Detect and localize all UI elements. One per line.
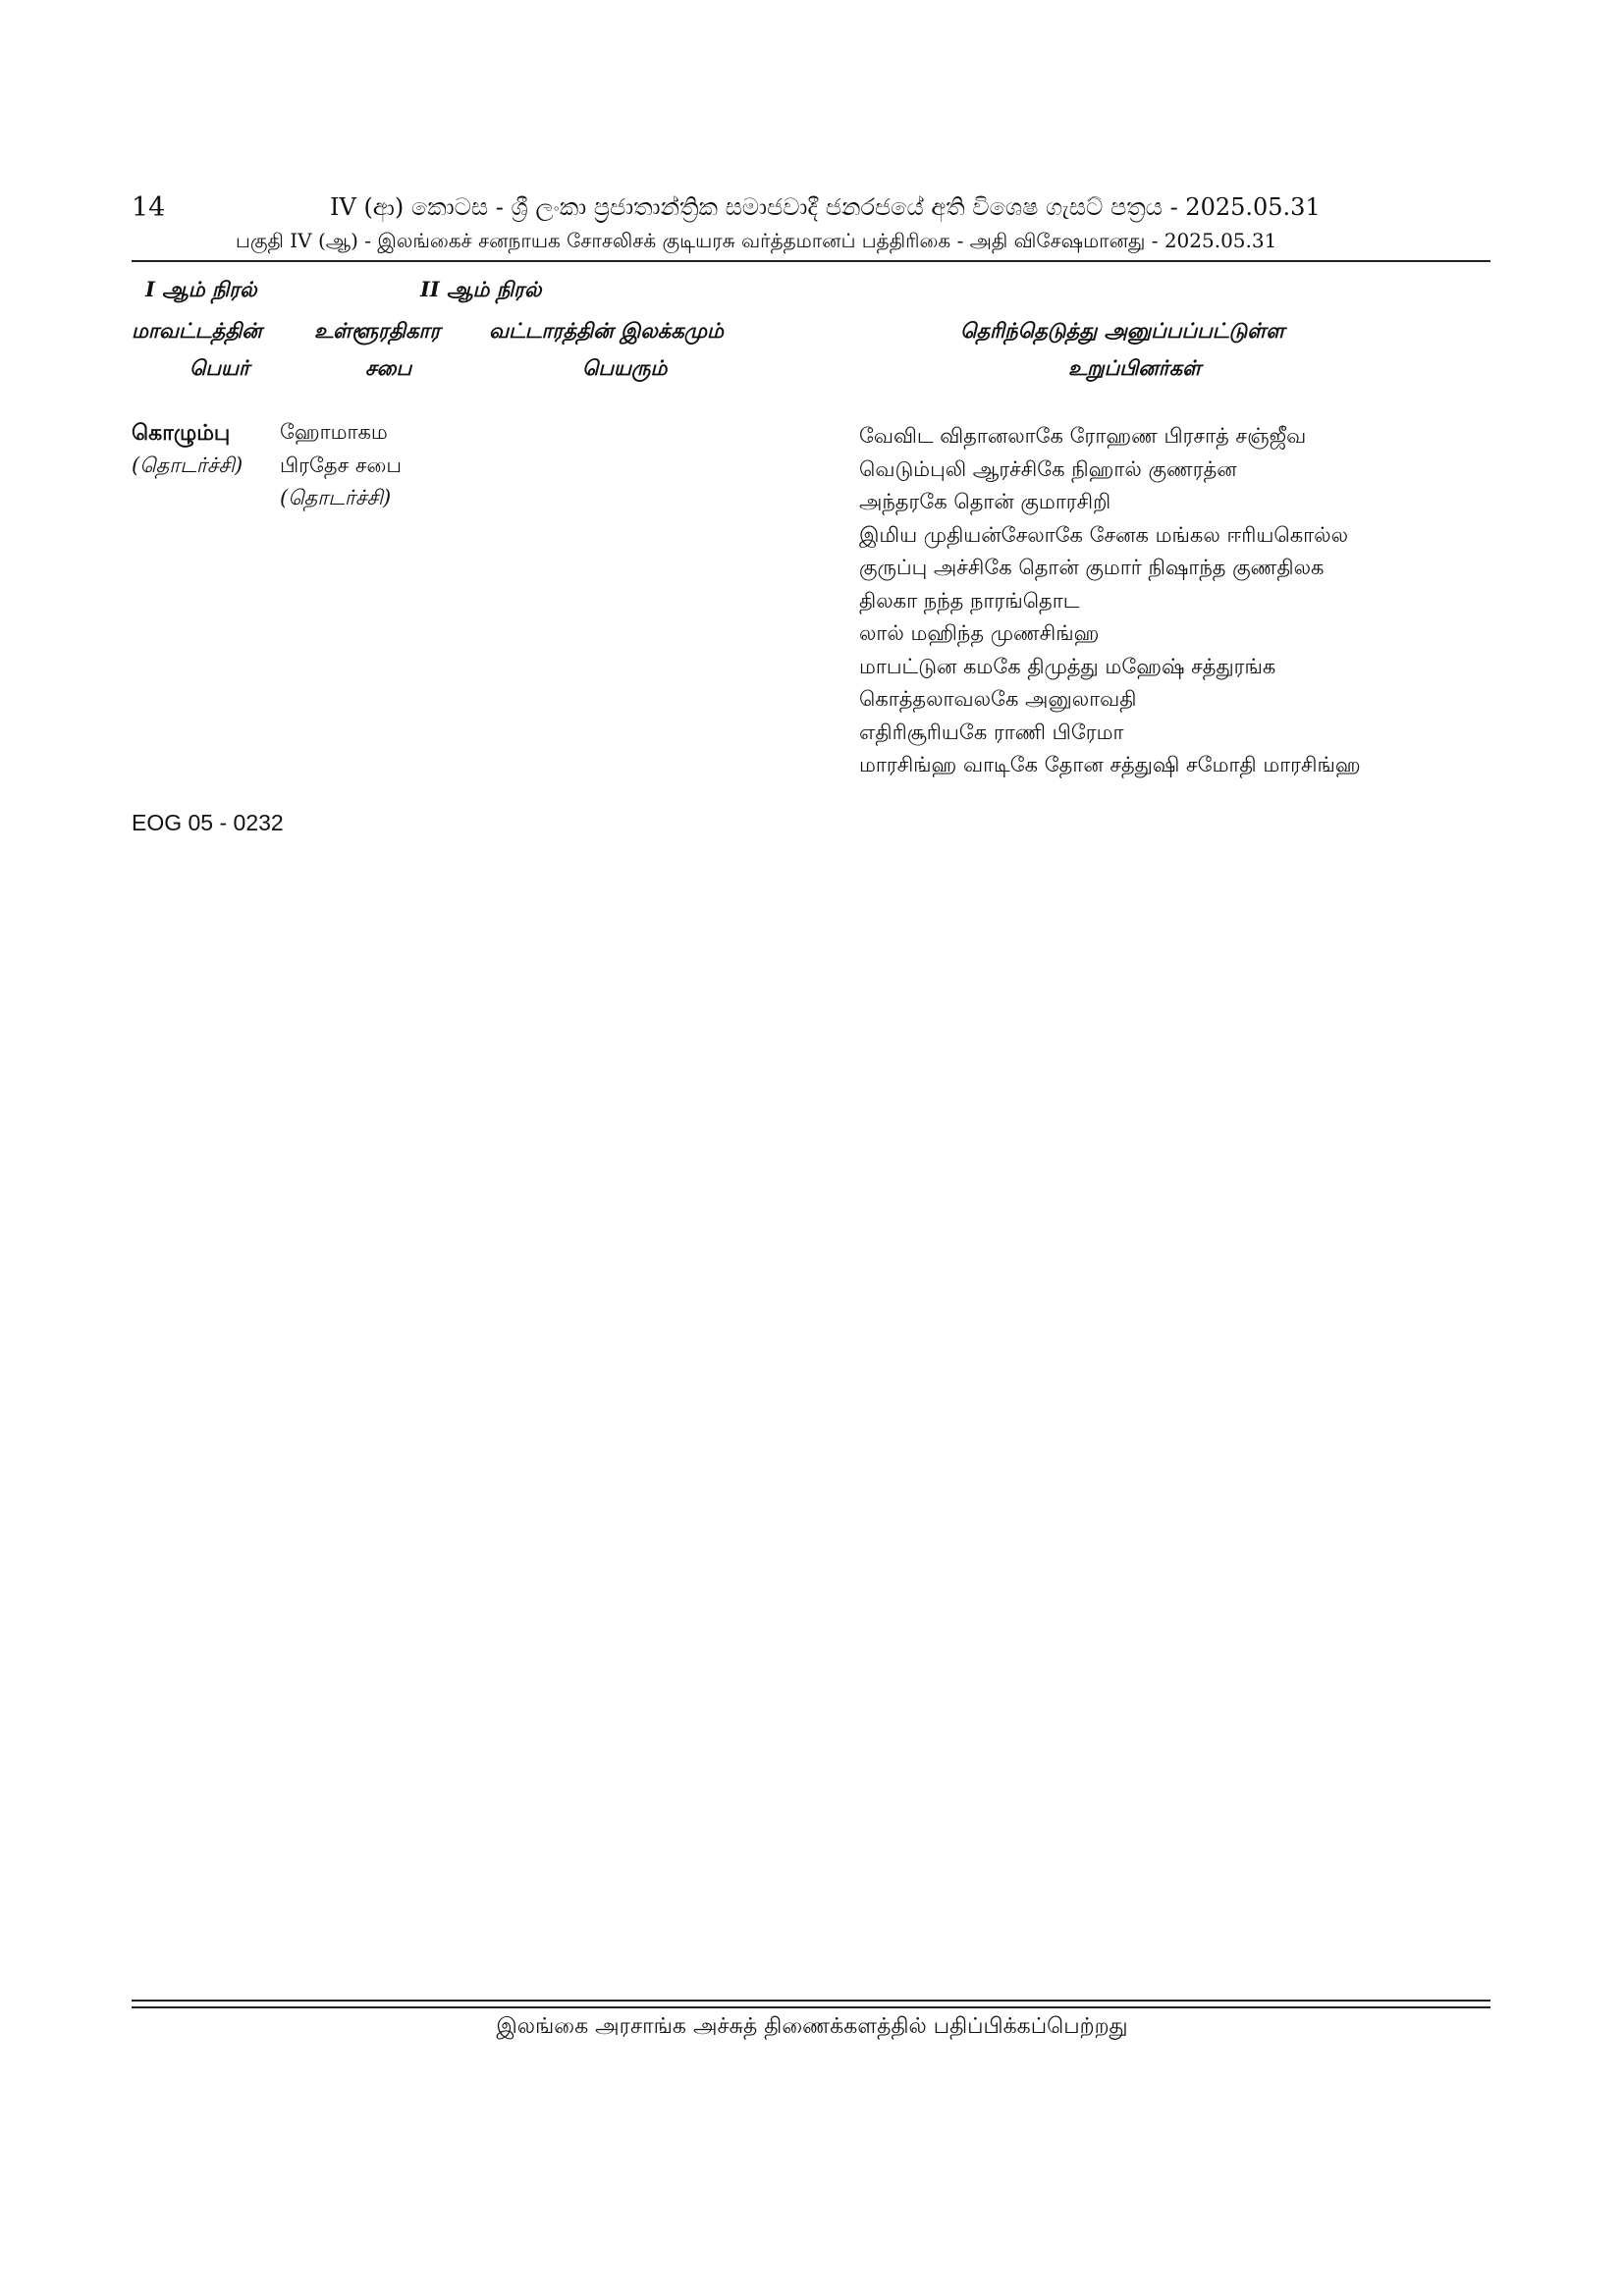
column-1-marker: I ஆம் நிரல் xyxy=(145,277,257,301)
column-3-heading: வட்டாரத்தின் இலக்கமும் xyxy=(489,318,724,343)
column-2-heading: உள்ளூரதிகார xyxy=(314,318,441,343)
column-2-heading-line2: சபை xyxy=(365,355,412,380)
page-number: 14 xyxy=(132,192,166,223)
local-authority-type: பிரதேச சபை xyxy=(280,454,403,477)
list-item: வெடும்புலி ஆரச்சிகே நிஹால் குணரத்ன xyxy=(859,456,1237,481)
local-authority-continued: (தொடர்ச்சி) xyxy=(280,486,392,509)
footer-rule xyxy=(132,2000,1490,2002)
column-4-heading-line2: உறுப்பினர்கள் xyxy=(1068,355,1202,380)
printer-footer: இலங்கை அரசாங்க அச்சுத் திணைக்களத்தில் பதிப்பிக்கப்பெற்றது xyxy=(496,2014,1128,2039)
column-2-marker: II ஆம் நிரல் xyxy=(420,277,542,301)
header-rule xyxy=(132,260,1490,262)
list-item: கொத்தலாவலகே அனுலாவதி xyxy=(859,687,1137,711)
footer-rule xyxy=(132,2006,1490,2008)
local-authority-name: ஹோமாகம xyxy=(280,420,388,444)
column-3-heading-line2: பெயரும் xyxy=(582,355,668,380)
column-4-heading: தெரிந்தெடுத்து அனுப்பப்பட்டுள்ள xyxy=(960,318,1285,343)
list-item: லால் மஹிந்த முணசிங்ஹ xyxy=(859,621,1100,645)
column-1-heading: மாவட்டத்தின் xyxy=(132,318,262,343)
gazette-header-sinhala: IV (ආ) කොටස - ශ්‍රී ලංකා ප්‍රජාතාන්ත්‍රික සමාජවාදී ජනරජයේ අති විශෙෂ ගැසට් පත්‍රය - 2025.05.31 xyxy=(330,193,1321,221)
list-item: திலகா நந்த நாரங்தொட xyxy=(859,588,1080,613)
district-name: கொழும்பு xyxy=(132,420,231,446)
list-item: இமிய முதியன்சேலாகே சேனக மங்கல ஈரியகொல்ல xyxy=(859,522,1349,547)
list-item: குருப்பு அச்சிகே தொன் குமார் நிஷாந்த குணதிலக xyxy=(859,556,1325,579)
gazette-header-tamil: பகுதி IV (ஆ) - இலங்கைச் சனநாயக சோசலிசக் குடியரசு வர்த்தமானப் பத்திரிகை - அதி விசேஷமானது - 2025.05.31 xyxy=(236,229,1277,252)
reference-code: EOG 05 - 0232 xyxy=(132,810,284,835)
list-item: மாபட்டுன கமகே திமுத்து மஹேஷ் சத்துரங்க xyxy=(859,654,1276,678)
column-1-heading-line2: பெயர் xyxy=(189,355,249,380)
list-item: மாரசிங்ஹ வாடிகே தோன சத்துஷி சமோதி மாரசிங்ஹ xyxy=(859,753,1361,776)
list-item: அந்தரகே தொன் குமாரசிறி xyxy=(859,490,1111,513)
list-item: எதிரிசூரியகே ராணி பிரேமா xyxy=(859,720,1124,744)
list-item: வேவிட விதானலாகே ரோஹண பிரசாத் சஞ்ஜீவ xyxy=(859,424,1307,448)
member-list xyxy=(859,420,1361,782)
district-continued: (தொடர்ச்சி) xyxy=(132,454,244,477)
